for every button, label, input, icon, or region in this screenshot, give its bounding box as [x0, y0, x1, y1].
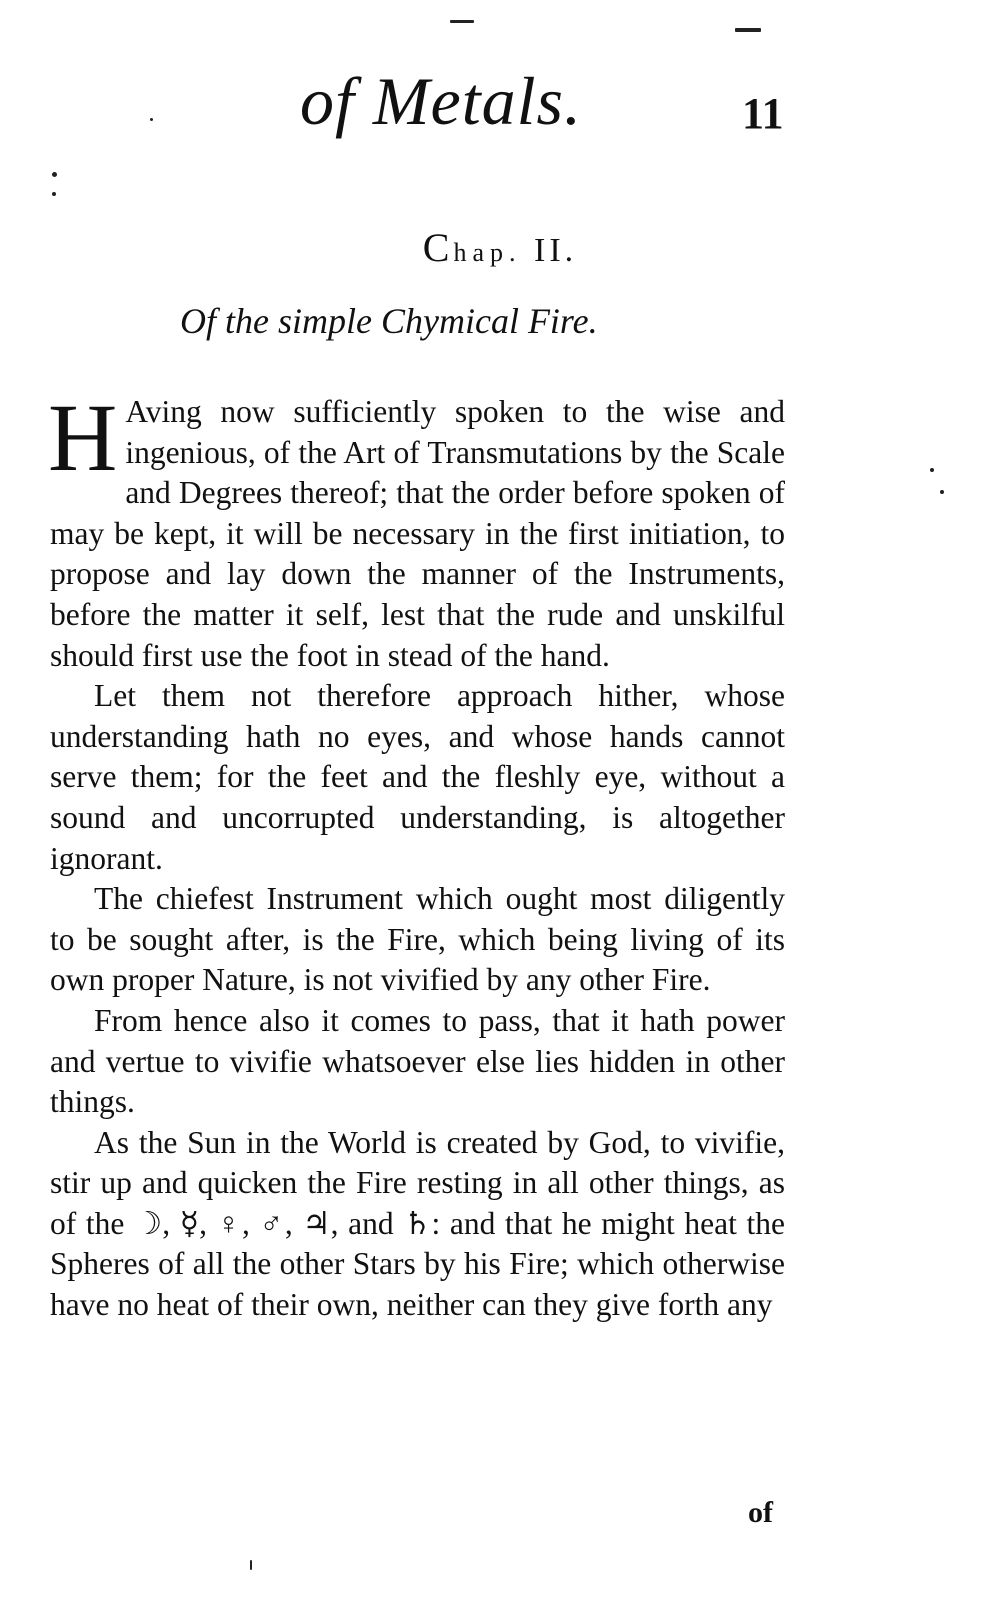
running-title: of Metals.	[300, 63, 582, 139]
scan-speck	[52, 192, 56, 196]
scan-speck	[735, 28, 761, 32]
chapter-body	[48, 384, 785, 1326]
paragraph-3: The chiefest Instrument which ought most diligently to be sought after, is the Fire, which being living of its own proper Nature, is not vivified by any other Fire.	[50, 881, 785, 998]
chapter-heading-word: hap.	[453, 238, 522, 267]
scan-speck	[52, 172, 57, 177]
paragraph-4: From hence also it comes to pass, that it hath power and vertue to vivifie whatsoever else lies hidden in other things.	[50, 1002, 785, 1120]
scan-speck	[930, 468, 934, 472]
chapter-heading-initial: C	[422, 225, 454, 270]
chapter-heading	[0, 224, 1000, 271]
scan-speck	[450, 20, 474, 23]
scan-speck	[150, 118, 153, 121]
page-number: 11	[742, 89, 784, 138]
paragraph-text: Aving now sufficiently spoken to the wise and ingenious, of the Art of Transmutations by the Scale and Degrees thereof; that the order before spoken of may be kept, it will be necessary in the first initiation, to propose and lay down the manner of the Instruments, before the matter it self, lest that the rude and unskilful should first use the foot in stead of the hand.	[50, 394, 785, 673]
paragraph-1	[48, 384, 785, 676]
chapter-subtitle: Of the simple Chymical Fire.	[180, 301, 598, 341]
paragraph-2: Let them not therefore approach hither, whose understanding hath no eyes, and whose hands cannot serve them; for the feet and the fleshly eye, without a sound and uncorrupted understanding, is altogether ignorant.	[50, 678, 785, 876]
scan-speck	[250, 1560, 252, 1570]
paragraph-5: As the Sun in the World is created by God, to vivifie, stir up and quicken the Fire resting in all other things, as of the ☽, ☿, ♀, ♂, ♃, and ♄: and that he might heat the Spheres of all the other Stars by his Fire; which otherwise have no heat of their own, neither can they give forth any	[50, 1124, 785, 1323]
running-head	[0, 62, 1000, 152]
scan-speck	[940, 490, 944, 494]
catchword: of	[748, 1496, 773, 1529]
drop-cap: H	[48, 384, 118, 491]
chapter-heading-numeral: II.	[521, 232, 578, 269]
